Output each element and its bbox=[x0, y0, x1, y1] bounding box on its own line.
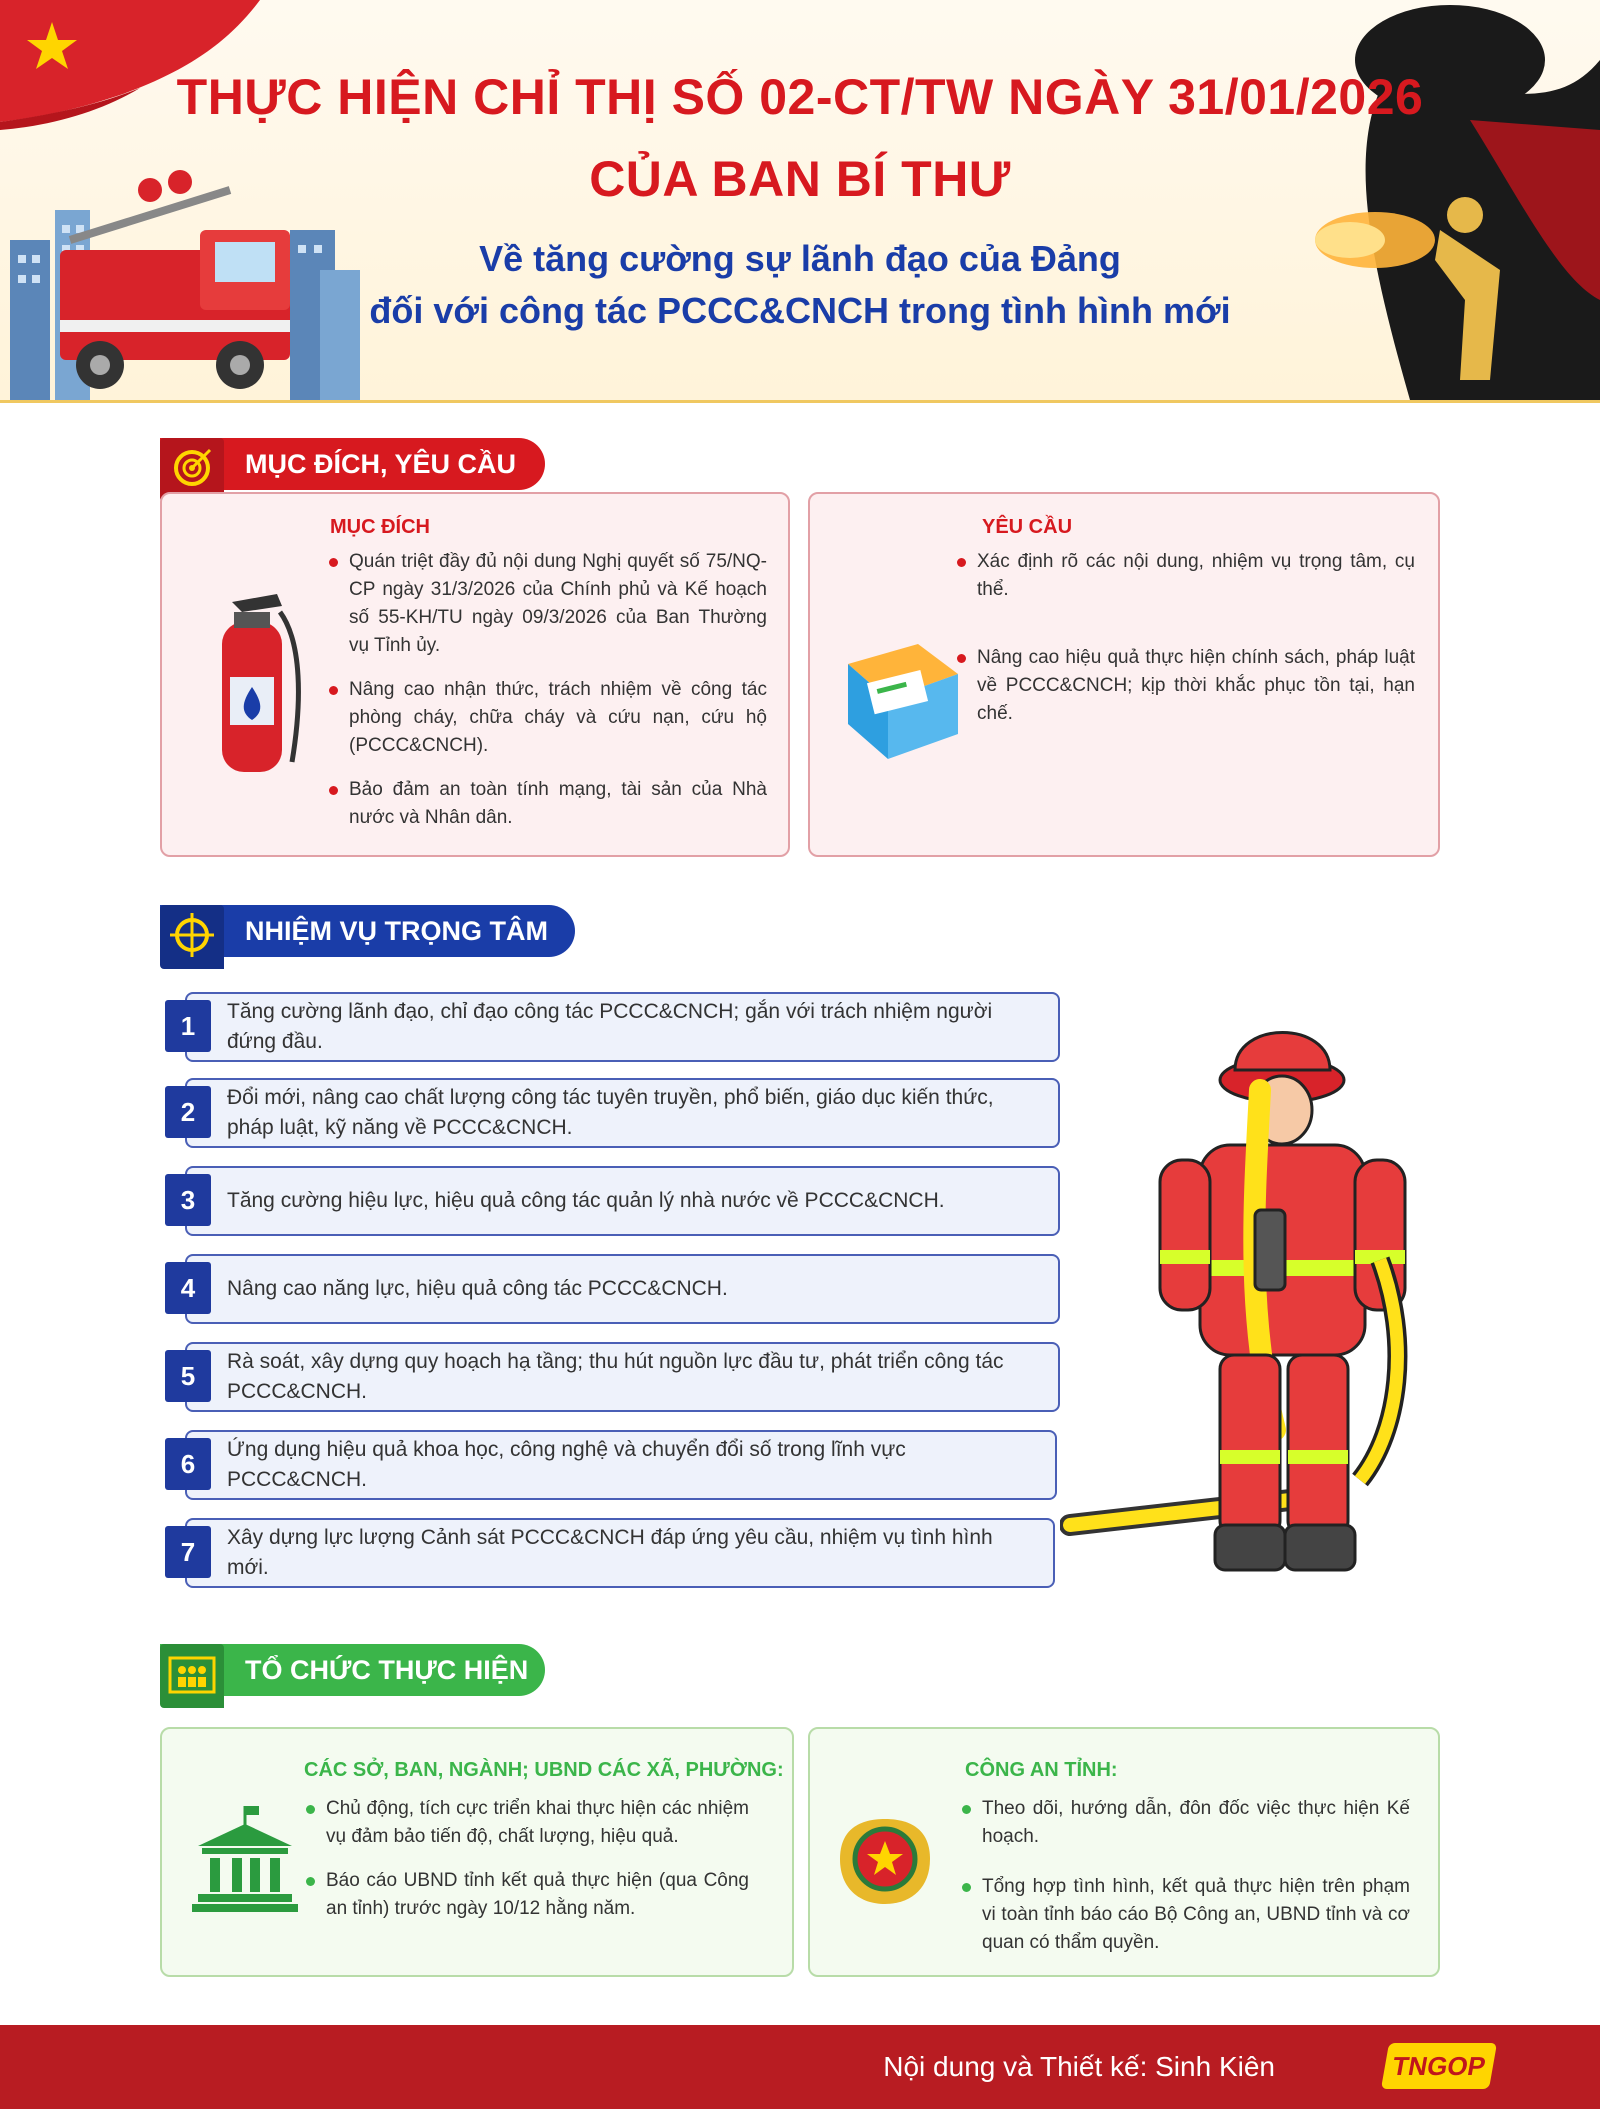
task-number: 6 bbox=[165, 1438, 211, 1490]
task-item bbox=[180, 1078, 1060, 1148]
police-card bbox=[808, 1727, 1440, 1977]
checklist-box-icon bbox=[828, 624, 968, 764]
task-text: Đổi mới, nâng cao chất lượng công tác tuyên truyền, phổ biến, giáo dục kiến thức, pháp luật, kỹ năng về PCCC&CNCH. bbox=[227, 1086, 994, 1139]
section-org-pill bbox=[160, 1644, 545, 1696]
task-number: 4 bbox=[165, 1262, 211, 1314]
task-number: 7 bbox=[165, 1526, 211, 1578]
section-purpose-pill bbox=[160, 438, 545, 490]
task-item bbox=[180, 992, 1060, 1062]
task-item bbox=[180, 1254, 1060, 1324]
police-heading: CÔNG AN TỈNH: bbox=[965, 1759, 1118, 1781]
publisher-logo-text: TNGOP bbox=[1390, 2051, 1488, 2081]
requirement-item: Nâng cao hiệu quả thực hiện chính sách, pháp luật về PCCC&CNCH; kịp thời khắc phục tồn tại, hạn chế. bbox=[955, 644, 1415, 728]
people-group-icon bbox=[160, 1644, 224, 1708]
task-item bbox=[180, 1430, 1057, 1500]
task-item bbox=[180, 1518, 1055, 1588]
police-emblem-icon bbox=[830, 1809, 940, 1909]
task-item bbox=[180, 1342, 1060, 1412]
requirement-card bbox=[808, 492, 1440, 857]
departments-card bbox=[160, 1727, 794, 1977]
section-org-label: TỔ CHỨC THỰC HIỆN bbox=[245, 1655, 529, 1685]
requirement-item: Xác định rõ các nội dung, nhiệm vụ trọng tâm, cụ thể. bbox=[955, 548, 1415, 604]
purpose-list bbox=[327, 548, 767, 848]
crosshair-icon bbox=[160, 905, 224, 969]
purpose-heading: MỤC ĐÍCH bbox=[330, 516, 430, 538]
purpose-item: Quán triệt đầy đủ nội dung Nghị quyết số 75/NQ-CP ngày 31/3/2026 của Chính phủ và Kế hoạch số 55-KH/TU ngày 09/3/2026 của Ban Thường vụ Tỉnh ủy. bbox=[327, 548, 767, 660]
page-title-line1: THỰC HIỆN CHỈ THỊ SỐ 02-CT/TW NGÀY 31/01/2026 bbox=[176, 69, 1424, 125]
header-banner bbox=[0, 0, 1600, 403]
section-tasks-label: NHIỆM VỤ TRỌNG TÂM bbox=[245, 916, 548, 946]
task-text: Tăng cường hiệu lực, hiệu quả công tác quản lý nhà nước về PCCC&CNCH. bbox=[227, 1189, 945, 1212]
task-text: Tăng cường lãnh đạo, chỉ đạo công tác PCCC&CNCH; gắn với trách nhiệm người đứng đầu. bbox=[227, 1000, 993, 1053]
publisher-logo bbox=[1381, 2043, 1497, 2089]
section-purpose-label: MỤC ĐÍCH, YÊU CẦU bbox=[245, 449, 517, 479]
task-item bbox=[180, 1166, 1060, 1236]
task-number: 1 bbox=[165, 1000, 211, 1052]
task-text: Xây dựng lực lượng Cảnh sát PCCC&CNCH đáp ứng yêu cầu, nhiệm vụ tình hình mới. bbox=[227, 1526, 993, 1579]
section-tasks-pill bbox=[160, 905, 575, 957]
task-text: Rà soát, xây dựng quy hoạch hạ tầng; thu hút nguồn lực đầu tư, phát triển công tác PCCC&CNCH. bbox=[227, 1350, 1004, 1403]
purpose-item: Bảo đảm an toàn tính mạng, tài sản của Nhà nước và Nhân dân. bbox=[327, 776, 767, 832]
task-number: 3 bbox=[165, 1174, 211, 1226]
page-subtitle-line1: Về tăng cường sự lãnh đạo của Đảng bbox=[479, 238, 1121, 279]
police-item: Theo dõi, hướng dẫn, đôn đốc việc thực hiện Kế hoạch. bbox=[960, 1795, 1410, 1851]
firefighter-icon bbox=[1060, 1010, 1420, 1600]
government-building-icon bbox=[190, 1804, 300, 1914]
requirement-list bbox=[955, 548, 1415, 744]
footer bbox=[0, 2025, 1600, 2109]
purpose-item: Nâng cao nhận thức, trách nhiệm về công tác phòng cháy, chữa cháy và cứu nạn, cứu hộ (PCCC&CNCH). bbox=[327, 676, 767, 760]
page-subtitle-line2: đối với công tác PCCC&CNCH trong tình hình mới bbox=[369, 290, 1231, 331]
departments-item: Chủ động, tích cực triển khai thực hiện các nhiệm vụ đảm bảo tiến độ, chất lượng, hiệu quả. bbox=[304, 1795, 749, 1851]
page-title-line2: CỦA BAN BÍ THƯ bbox=[589, 151, 1011, 207]
task-number: 2 bbox=[165, 1086, 211, 1138]
police-list bbox=[960, 1795, 1410, 1973]
purpose-card bbox=[160, 492, 790, 857]
footer-credit: Nội dung và Thiết kế: Sinh Kiên bbox=[883, 2051, 1275, 2082]
departments-heading: CÁC SỞ, BAN, NGÀNH; UBND CÁC XÃ, PHƯỜNG: bbox=[304, 1759, 784, 1781]
departments-list bbox=[304, 1795, 749, 1939]
task-text: Nâng cao năng lực, hiệu quả công tác PCCC&CNCH. bbox=[227, 1277, 728, 1300]
fire-extinguisher-icon bbox=[192, 582, 312, 782]
task-text: Ứng dụng hiệu quả khoa học, công nghệ và chuyển đổi số trong lĩnh vực PCCC&CNCH. bbox=[227, 1438, 906, 1491]
departments-item: Báo cáo UBND tỉnh kết quả thực hiện (qua Công an tỉnh) trước ngày 10/12 hằng năm. bbox=[304, 1867, 749, 1923]
task-number: 5 bbox=[165, 1350, 211, 1402]
police-item: Tổng hợp tình hình, kết quả thực hiện trên phạm vi toàn tỉnh báo cáo Bộ Công an, UBND tỉnh và cơ quan có thẩm quyền. bbox=[960, 1873, 1410, 1957]
requirement-heading: YÊU CẦU bbox=[982, 516, 1073, 538]
